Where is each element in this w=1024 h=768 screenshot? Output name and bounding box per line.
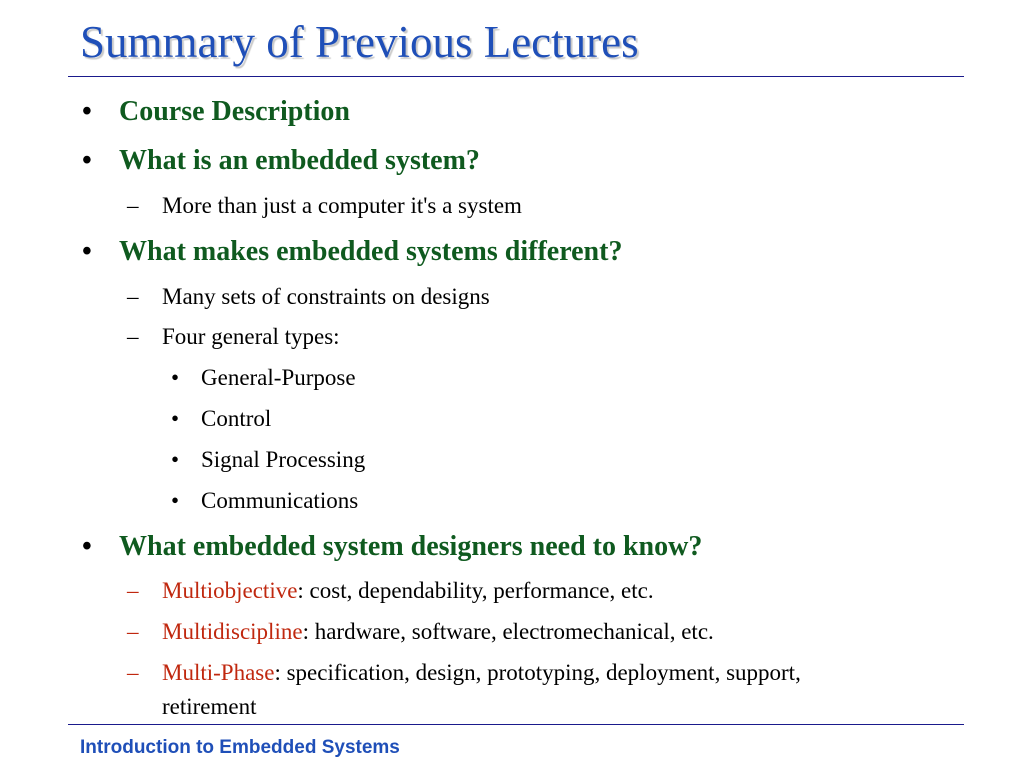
bullet-text: What is an embedded system? (119, 145, 480, 176)
subbullet-text (162, 658, 801, 688)
bullet-marker: • (82, 145, 92, 176)
bullet-text: What makes embedded systems different? (119, 236, 623, 267)
term-multiobjective: Multiobjective (162, 578, 298, 603)
dash-marker: – (127, 284, 139, 309)
dash-marker: – (127, 619, 139, 644)
term-description: : specification, design, prototyping, deployment, support, (274, 660, 801, 685)
footer-course-title: Introduction to Embedded Systems (80, 737, 400, 758)
dash-marker: – (127, 660, 139, 685)
term-multi-phase: Multi-Phase (162, 660, 275, 685)
dash-marker: – (127, 578, 139, 603)
type-text: Control (201, 406, 272, 431)
bullet-text: What embedded system designers need to know? (119, 531, 703, 562)
type-text: Communications (201, 488, 359, 513)
bullet-marker: • (171, 447, 180, 472)
title-divider (68, 76, 964, 77)
subbullet-text: More than just a computer it's a system (162, 193, 522, 218)
subbullet-text: Four general types: (162, 324, 340, 349)
subbullet-text (162, 576, 654, 606)
bullet-marker: • (82, 531, 92, 562)
term-multidiscipline: Multidiscipline (162, 619, 303, 644)
bullet-marker: • (171, 406, 180, 431)
footer-divider (68, 724, 964, 725)
slide-title: Summary of Previous Lectures (80, 17, 639, 67)
bullet-text: Course Description (119, 96, 350, 127)
dash-marker: – (127, 193, 139, 218)
term-description: : hardware, software, electromechanical, etc. (302, 619, 714, 644)
bullet-marker: • (82, 236, 92, 267)
type-text: Signal Processing (201, 447, 366, 472)
term-description: : cost, dependability, performance, etc. (297, 578, 654, 603)
subbullet-text: retirement (162, 694, 257, 719)
bullet-marker: • (82, 96, 92, 127)
subbullet-text (162, 617, 714, 647)
subbullet-text: Many sets of constraints on designs (162, 284, 490, 309)
bullet-marker: • (171, 365, 180, 390)
bullet-marker: • (171, 488, 180, 513)
type-text: General-Purpose (201, 365, 356, 390)
dash-marker: – (127, 324, 139, 349)
